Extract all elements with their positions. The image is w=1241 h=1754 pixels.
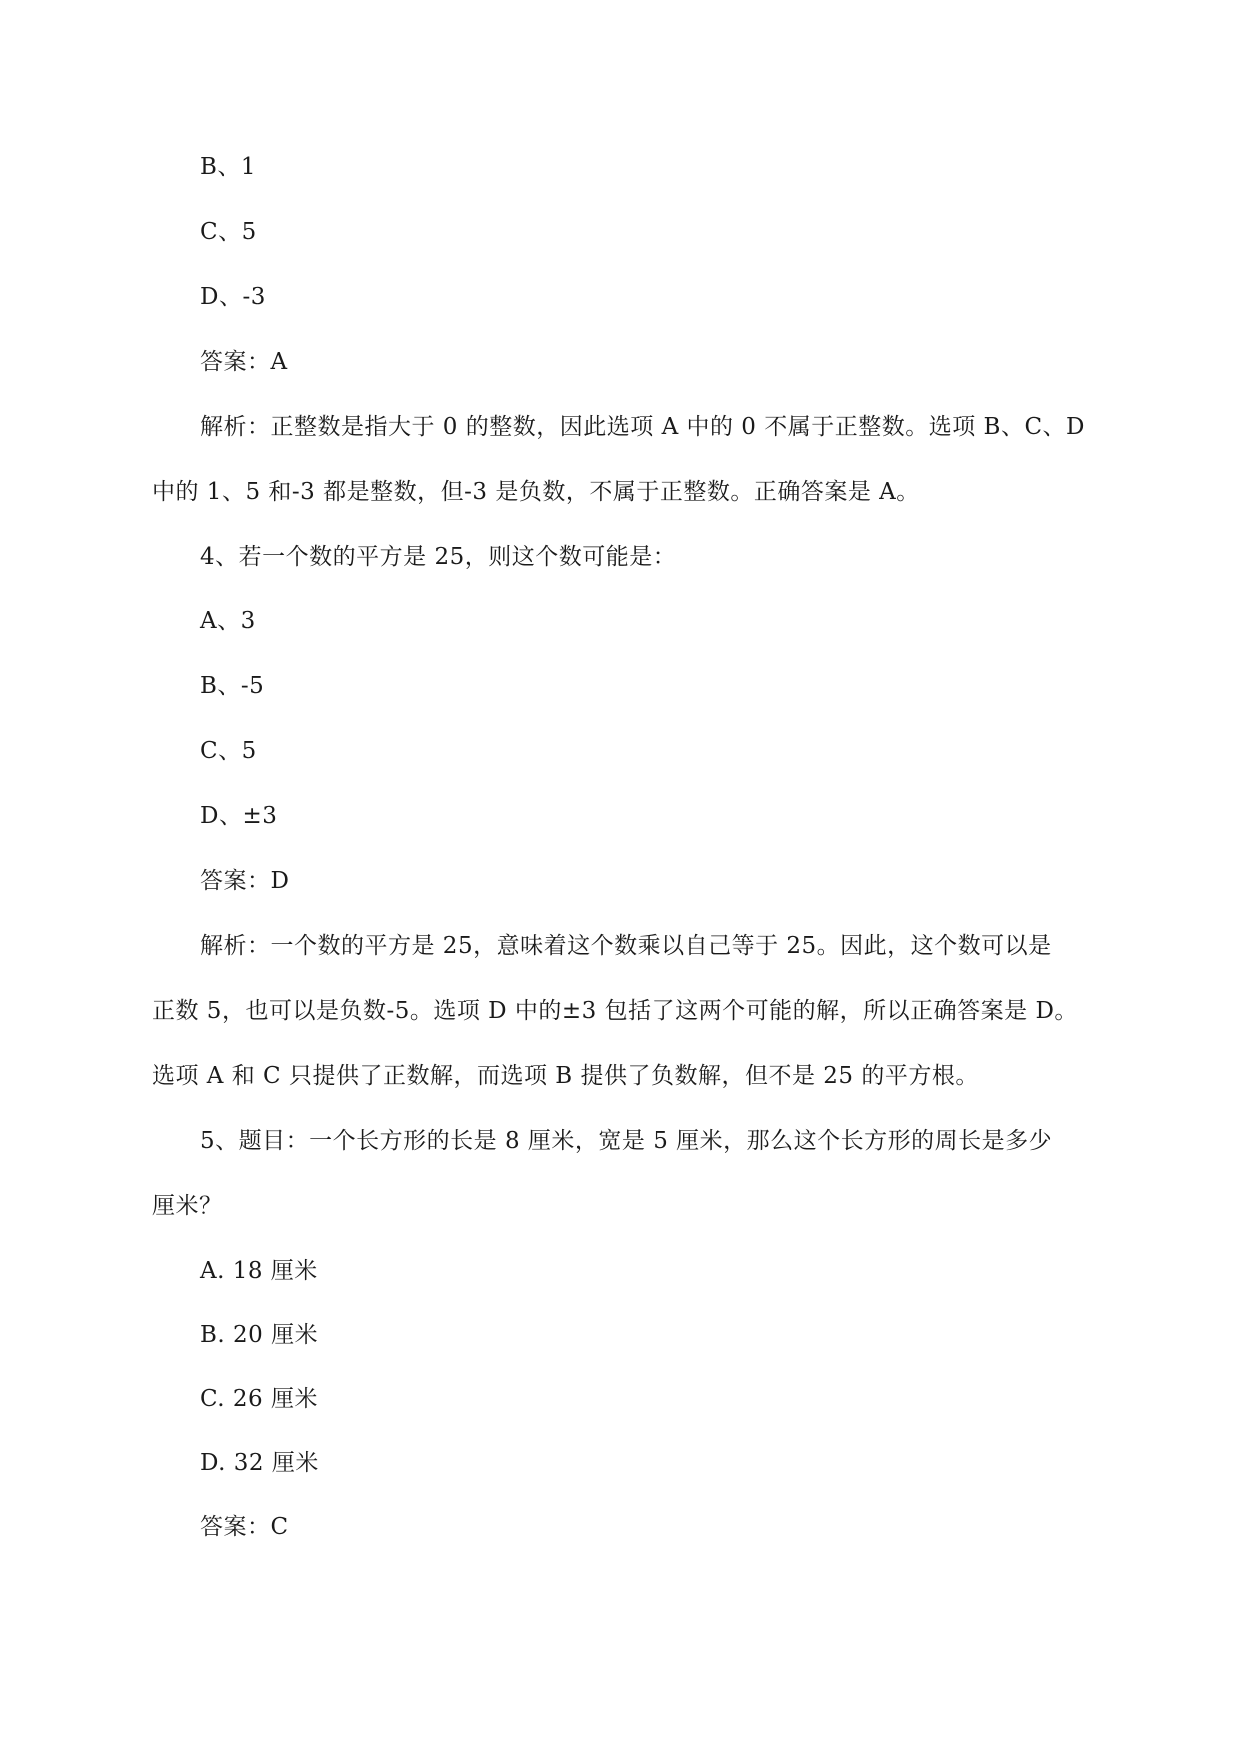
q3-analysis-line-1: 解析：正整数是指大于 0 的整数，因此选项 A 中的 0 不属于正整数。选项 B、C、D xyxy=(200,414,1085,440)
q4-option-a: A、3 xyxy=(200,608,256,634)
q3-option-b: B、1 xyxy=(200,154,257,180)
q4-question: 4、若一个数的平方是 25，则这个数可能是： xyxy=(200,544,677,570)
q5-option-b: B. 20 厘米 xyxy=(200,1322,319,1348)
q3-option-d: D、-3 xyxy=(200,284,266,310)
q5-answer: 答案：C xyxy=(200,1514,289,1540)
q4-analysis-line-3: 选项 A 和 C 只提供了正数解，而选项 B 提供了负数解，但不是 25 的平方根。 xyxy=(152,1063,979,1089)
q4-option-d: D、±3 xyxy=(200,803,278,829)
q4-answer: 答案：D xyxy=(200,868,290,894)
q4-analysis-line-1: 解析：一个数的平方是 25，意味着这个数乘以自己等于 25。因此，这个数可以是 xyxy=(200,933,1052,959)
q4-option-c: C、5 xyxy=(200,738,257,764)
q3-answer: 答案：A xyxy=(200,349,288,375)
q5-option-c: C. 26 厘米 xyxy=(200,1386,318,1412)
q3-option-c: C、5 xyxy=(200,219,257,245)
q5-option-a: A. 18 厘米 xyxy=(200,1258,318,1284)
q4-analysis-line-2: 正数 5，也可以是负数-5。选项 D 中的±3 包括了这两个可能的解，所以正确答案是 D。 xyxy=(152,998,1078,1024)
q4-option-b: B、-5 xyxy=(200,673,265,699)
q5-question-line-2: 厘米？ xyxy=(152,1193,223,1219)
q5-option-d: D. 32 厘米 xyxy=(200,1450,319,1476)
q3-analysis-line-2: 中的 1、5 和-3 都是整数，但-3 是负数，不属于正整数。正确答案是 A。 xyxy=(152,479,920,505)
q5-question-line-1: 5、题目：一个长方形的长是 8 厘米，宽是 5 厘米，那么这个长方形的周长是多少 xyxy=(200,1128,1053,1154)
